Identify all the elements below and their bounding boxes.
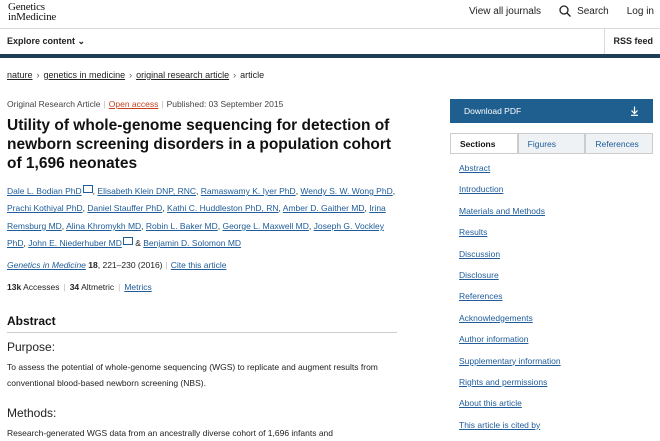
- email-icon[interactable]: [83, 185, 93, 193]
- nav-bar-rule: [0, 54, 660, 58]
- author-link[interactable]: Ramaswamy K. Iyer PhD: [200, 186, 296, 196]
- login-link[interactable]: Log in: [626, 5, 654, 17]
- journal-link[interactable]: Genetics in Medicine: [7, 260, 86, 270]
- accesses-label: Accesses: [23, 282, 60, 292]
- download-icon: [630, 106, 639, 116]
- search-button[interactable]: [559, 5, 609, 17]
- author-link[interactable]: Robin L. Baker MD: [145, 220, 218, 231]
- sidebar-tabs: [450, 133, 653, 154]
- logo-line2: inMedicine: [8, 11, 57, 23]
- methods-text: Research-generated WGS data from an ancestrally diverse cohort of 1,696 infants and: [7, 428, 334, 438]
- explore-label: Explore content: [7, 36, 76, 46]
- author-link[interactable]: Elisabeth Klein DNP, RNC: [97, 186, 196, 196]
- breadcrumb-type[interactable]: original research article: [136, 70, 230, 80]
- pages: , 221–230 (2016): [97, 260, 163, 270]
- published-date: Published: 03 September 2015: [166, 99, 284, 109]
- open-access-link[interactable]: Open access: [108, 99, 159, 109]
- author-link[interactable]: Joseph G. Vockley PhD: [7, 220, 385, 249]
- section-link[interactable]: Materials and Methods: [459, 205, 545, 216]
- section-link[interactable]: Disclosure: [459, 269, 499, 280]
- rss-feed-link[interactable]: RSS feed: [613, 36, 653, 46]
- section-link[interactable]: Results: [459, 227, 488, 238]
- search-icon: [559, 5, 571, 17]
- breadcrumb: nature › genetics in medicine › original research article › article: [7, 70, 265, 80]
- section-link[interactable]: Supplementary information: [459, 355, 561, 366]
- volume: 18: [88, 260, 98, 270]
- view-all-journals-link[interactable]: View all journals: [468, 5, 542, 17]
- section-link[interactable]: Discussion: [459, 248, 501, 259]
- top-bar: [0, 0, 660, 26]
- section-list: [459, 163, 561, 441]
- article-title: Utility of whole-genome sequencing for detection of newborn screening disorders in a population cohort of 1,696 neonates: [7, 117, 392, 172]
- metrics-bar: 13k Accesses | 34 Altmetric | Metrics: [7, 282, 152, 292]
- altmetric-count: 34: [69, 282, 80, 292]
- header-divider: [0, 28, 660, 29]
- tab-sections[interactable]: Sections: [450, 133, 518, 153]
- purpose-heading: Purpose:: [7, 340, 56, 354]
- explore-content-menu[interactable]: [7, 36, 85, 47]
- section-link[interactable]: Author information: [459, 334, 529, 345]
- methods-heading: Methods:: [7, 406, 57, 420]
- accesses-count: 13k: [7, 282, 22, 292]
- author-link[interactable]: Daniel Stauffer PhD: [87, 203, 163, 214]
- author-link[interactable]: Dale L. Bodian PhD: [7, 186, 82, 196]
- section-link[interactable]: Acknowledgements: [459, 312, 533, 323]
- email-icon[interactable]: [123, 237, 133, 245]
- author-link[interactable]: John E. Niederhuber MD: [28, 238, 122, 249]
- breadcrumb-nature[interactable]: nature: [7, 70, 33, 80]
- section-link[interactable]: About this article: [459, 398, 522, 409]
- metrics-link[interactable]: Metrics: [124, 282, 152, 292]
- author-link[interactable]: George L. Maxwell MD: [222, 220, 309, 231]
- download-pdf-button[interactable]: [450, 99, 653, 123]
- section-link[interactable]: Introduction: [459, 184, 504, 195]
- cite-this-article-link[interactable]: Cite this article: [170, 260, 227, 270]
- author-link[interactable]: Irina Remsburg MD: [7, 203, 386, 231]
- section-link[interactable]: Rights and permissions: [459, 376, 548, 387]
- download-label: Download PDF: [464, 106, 522, 116]
- section-link[interactable]: Abstract: [459, 163, 491, 173]
- author-link[interactable]: Wendy S. W. Wong PhD: [300, 186, 393, 196]
- author-link[interactable]: Alina Khromykh MD: [66, 220, 142, 231]
- tab-references[interactable]: References: [585, 133, 653, 153]
- breadcrumb-journal[interactable]: genetics in medicine: [43, 70, 126, 80]
- citation-line: Genetics in Medicine 18, 221–230 (2016) | Cite this article: [7, 260, 227, 270]
- breadcrumb-current: article: [240, 70, 265, 80]
- abstract-divider: [7, 332, 397, 333]
- search-label: Search: [577, 5, 609, 17]
- section-link[interactable]: This article is cited by: [459, 419, 541, 430]
- section-link[interactable]: References: [459, 291, 503, 302]
- tab-figures[interactable]: Figures: [518, 133, 586, 153]
- altmetric-label: Altmetric: [81, 282, 115, 292]
- abstract-heading: Abstract: [7, 314, 56, 328]
- author-link[interactable]: Prachi Kothiyal PhD: [7, 203, 83, 214]
- rss-separator: [604, 28, 605, 54]
- logo-line1: Genetics: [8, 1, 45, 13]
- top-links: [451, 5, 654, 17]
- author-link[interactable]: Amber D. Gaither MD: [282, 203, 365, 214]
- author-link[interactable]: Kathi C. Huddleston PhD, RN: [167, 203, 279, 214]
- chevron-down-icon: ⌄: [77, 36, 86, 46]
- author-list: Dale L. Bodian PhD , Elisabeth Klein DNP, RNC, Ramaswamy K. Iyer PhD, Wendy S. W. Wong PhD, Prachi Kothiyal PhD, Daniel Stauffer PhD, Kathi C. Huddleston PhD, RN, Amber D. Gaither MD, Irina Remsburg MD, Alina Khromykh MD, Robin L. Baker MD, George L. Maxwell MD, Joseph G. Vockley PhD, John E. Niederhuber MD & Benjamin D. Solomon MD: [7, 186, 396, 249]
- article-meta: Original Research Article | Open access | Published: 03 September 2015: [7, 99, 284, 109]
- article-type: Original Research Article: [7, 99, 101, 109]
- author-link[interactable]: Benjamin D. Solomon MD: [143, 238, 242, 249]
- purpose-text: To assess the potential of whole-genome sequencing (WGS) to replicate and augment results from conventional blood-based newborn screening (NBS).: [7, 362, 378, 388]
- and-symbol: &: [135, 238, 141, 249]
- journal-logo[interactable]: [8, 2, 56, 22]
